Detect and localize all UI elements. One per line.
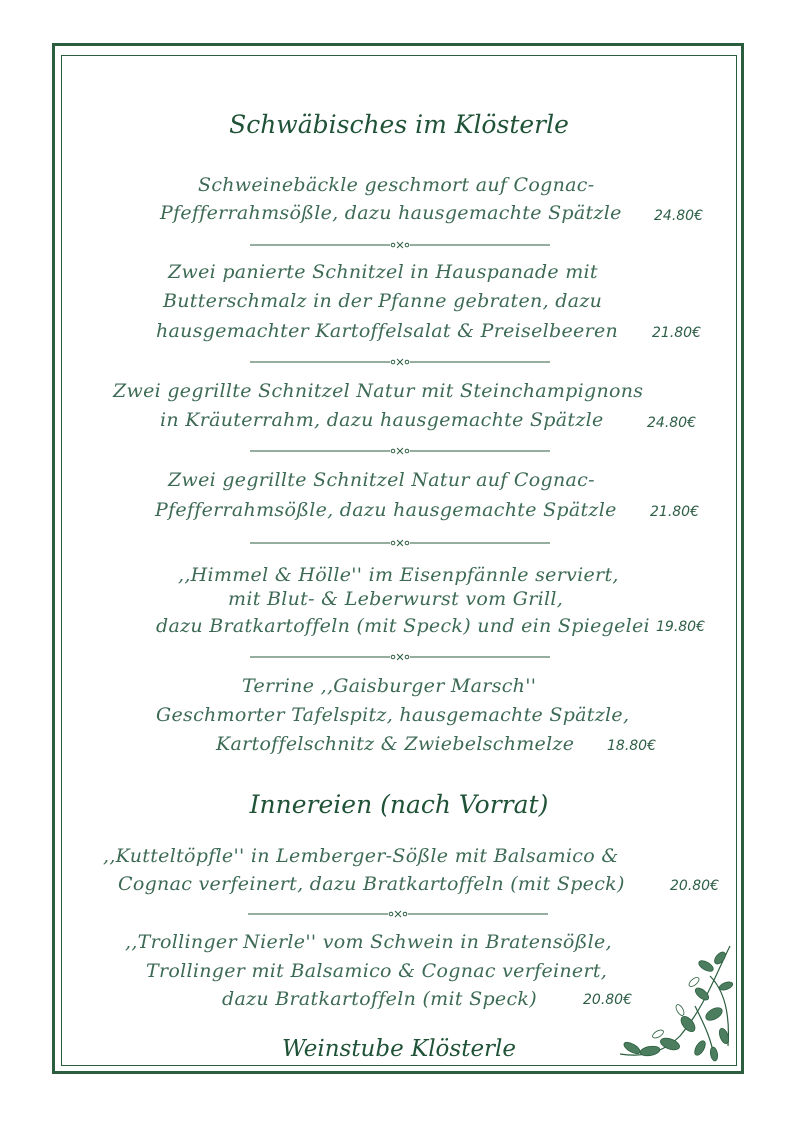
item-5-line-3: dazu Bratkartoffeln (mit Speck) und ein Spiegelei	[156, 615, 650, 637]
divider	[248, 909, 548, 919]
item-6-line-3: Kartoffelschnitz & Zwiebelschmelze	[216, 733, 575, 755]
item-6-price: 18.80€	[607, 738, 656, 754]
restaurant-name-footer: Weinstube Klösterle	[281, 1036, 517, 1062]
item-6-line-2: Geschmorter Tafelspitz, hausgemachte Spätzle,	[156, 704, 630, 726]
item-3-price: 24.80€	[647, 415, 696, 431]
section-title-innereien: Innereien (nach Vorrat)	[249, 790, 549, 819]
innereien-1-line-2: Cognac verfeinert, dazu Bratkartoffeln (mit Speck)	[118, 873, 625, 895]
item-5-price: 19.80€	[656, 619, 705, 635]
section-title-schwaebisch: Schwäbisches im Klösterle	[229, 110, 569, 139]
divider	[250, 652, 550, 662]
divider	[250, 446, 550, 456]
item-4-line-1: Zwei gegrillte Schnitzel Natur auf Cognac-	[168, 469, 595, 491]
item-3-line-2: in Kräuterrahm, dazu hausgemachte Spätzle	[160, 409, 604, 431]
divider	[250, 538, 550, 548]
innereien-1-line-1: ,,Kutteltöpfle'' in Lemberger-Sößle mit Balsamico &	[103, 845, 619, 867]
item-2-price: 21.80€	[652, 325, 701, 341]
item-5-line-1: ,,Himmel & Hölle'' im Eisenpfännle serviert,	[178, 564, 619, 586]
item-5-line-2: mit Blut- & Leberwurst vom Grill,	[228, 588, 564, 610]
divider	[250, 357, 550, 367]
item-1-price: 24.80€	[654, 208, 703, 224]
item-2-line-1: Zwei panierte Schnitzel in Hauspanade mit	[168, 261, 598, 283]
innereien-2-price: 20.80€	[583, 992, 632, 1008]
item-2-line-2: Butterschmalz in der Pfanne gebraten, dazu	[163, 290, 603, 312]
innereien-2-line-3: dazu Bratkartoffeln (mit Speck)	[222, 988, 537, 1010]
innereien-2-line-2: Trollinger mit Balsamico & Cognac verfeinert,	[146, 960, 608, 982]
item-2-line-3: hausgemachter Kartoffelsalat & Preiselbeeren	[156, 320, 619, 342]
item-1-line-2: Pfefferrahmsößle, dazu hausgemachte Spätzle	[160, 202, 622, 224]
innereien-1-price: 20.80€	[670, 878, 719, 894]
innereien-2-line-1: ,,Trollinger Nierle'' vom Schwein in Bratensößle,	[125, 931, 612, 953]
item-1-line-1: Schweinebäckle geschmort auf Cognac-	[198, 174, 595, 196]
item-4-price: 21.80€	[650, 504, 699, 520]
item-6-line-1: Terrine ,,Gaisburger Marsch''	[242, 675, 537, 697]
item-3-line-1: Zwei gegrillte Schnitzel Natur mit Steinchampignons	[113, 380, 644, 402]
divider	[250, 240, 550, 250]
item-4-line-2: Pfefferrahmsößle, dazu hausgemachte Spätzle	[155, 499, 617, 521]
